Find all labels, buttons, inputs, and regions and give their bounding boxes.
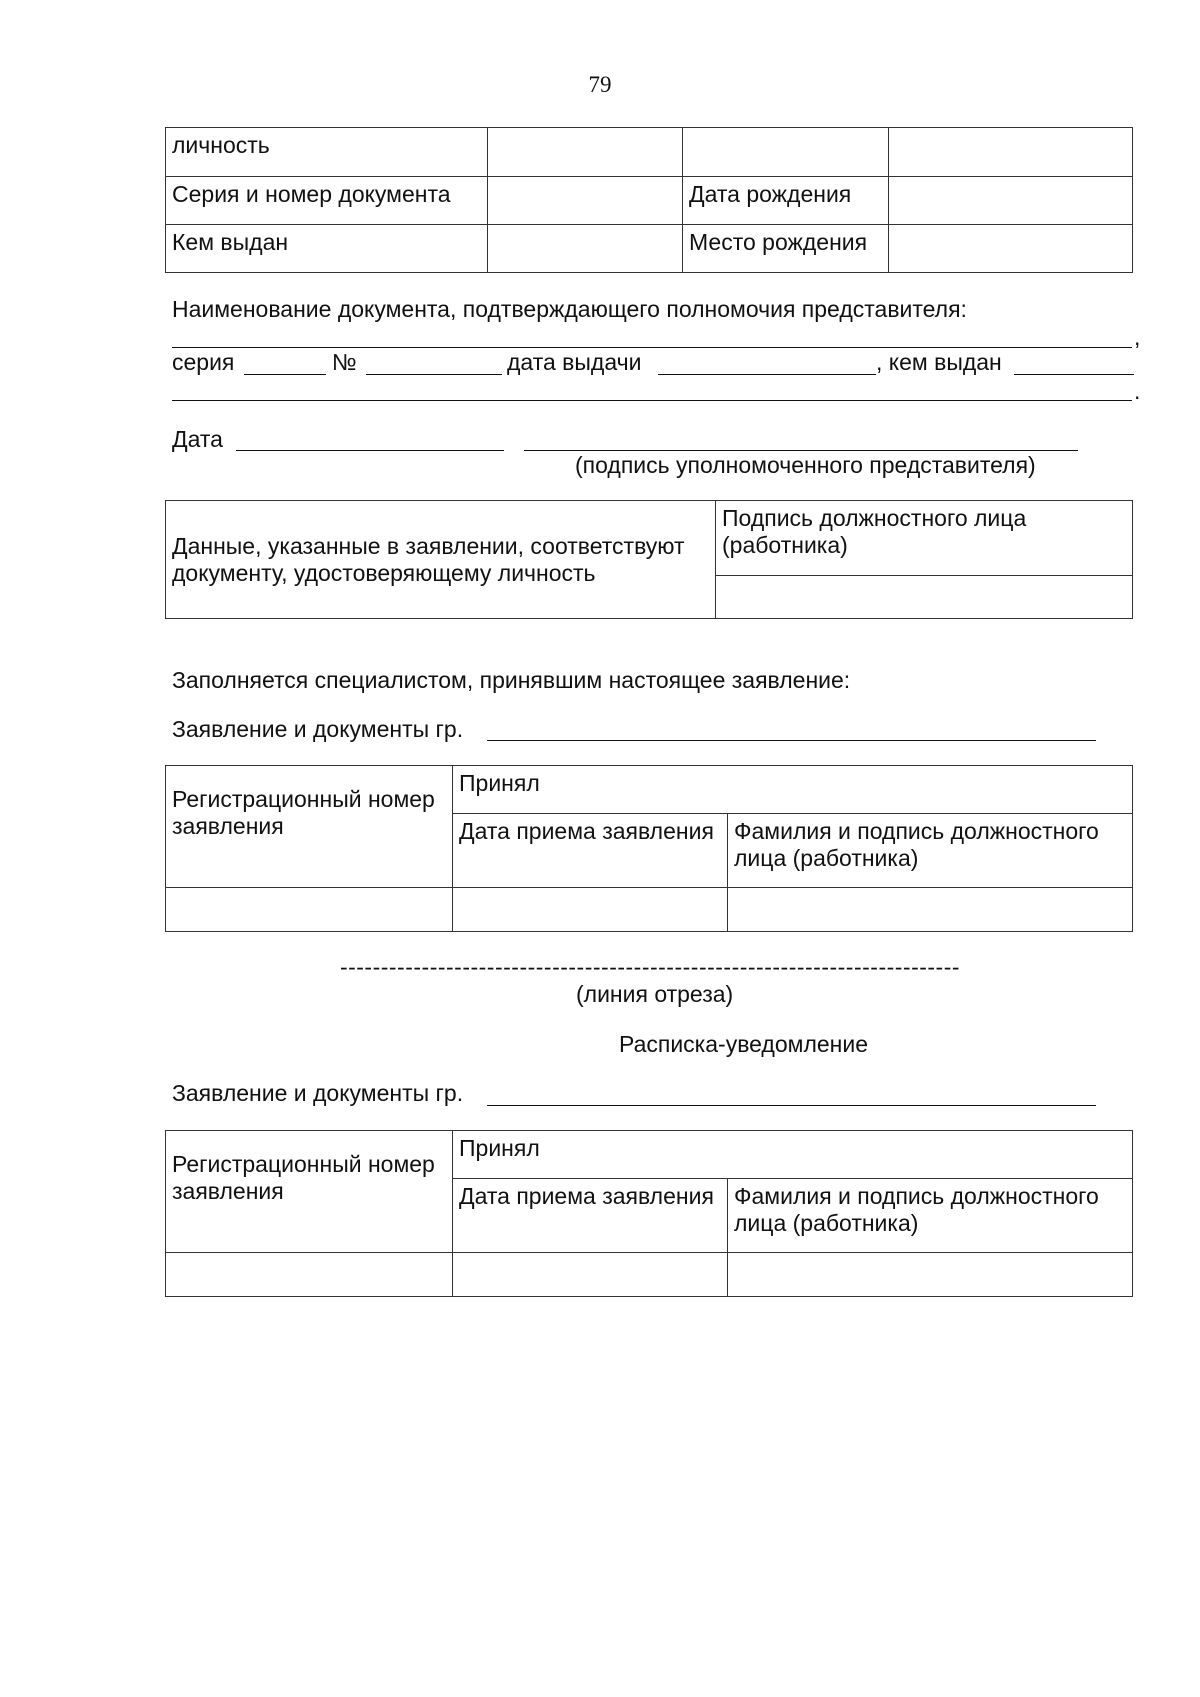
official-name-header: Фамилия и подпись должностного лица (работника) — [728, 814, 1133, 888]
issued-by-text-label: , кем выдан — [876, 349, 1002, 375]
receipt-registration-table — [165, 1130, 1133, 1297]
cut-line-caption: (линия отреза) — [576, 981, 734, 1007]
verification-statement: Данные, указанные в заявлении, соответствуют документу, удостоверяющему личность — [166, 501, 716, 619]
identity-value2-cell[interactable] — [889, 128, 1133, 177]
birth-place-label: Место рождения — [683, 225, 889, 273]
applicant-name-line[interactable] — [487, 740, 1096, 741]
comma-mark: , — [1134, 324, 1141, 350]
issue-date-line[interactable] — [658, 374, 876, 375]
accepted-header: Принял — [453, 766, 1133, 814]
receipt-title: Расписка-уведомление — [619, 1031, 869, 1057]
receipt-accepted-header: Принял — [453, 1131, 1133, 1179]
signature-line[interactable] — [524, 450, 1078, 451]
authority-doc-label: Наименование документа, подтверждающего полномочия представителя: — [172, 296, 967, 322]
continuation-line[interactable] — [172, 400, 1132, 401]
identity-table — [165, 127, 1133, 273]
official-name-field[interactable] — [728, 888, 1133, 932]
doc-series-number-label: Серия и номер документа — [166, 177, 488, 225]
receipt-reg-number-field[interactable] — [166, 1253, 453, 1297]
issued-by-label: Кем выдан — [166, 225, 488, 273]
official-signature-label: Подпись должностного лица (работника) — [716, 501, 1133, 576]
date-line[interactable] — [236, 450, 504, 451]
registration-table — [165, 765, 1133, 932]
docs-label: Заявление и документы гр. — [172, 716, 464, 742]
page-number: 79 — [588, 72, 612, 97]
receipt-docs-label: Заявление и документы гр. — [172, 1080, 464, 1106]
series-label: серия — [172, 349, 235, 375]
birth-date-field[interactable] — [889, 177, 1133, 225]
receipt-applicant-name-line[interactable] — [487, 1105, 1096, 1106]
signature-caption: (подпись уполномоченного представителя) — [575, 452, 1036, 478]
receipt-official-name-field[interactable] — [728, 1253, 1133, 1297]
verification-table — [165, 500, 1133, 619]
identity-value-cell[interactable] — [488, 128, 683, 177]
date-label: Дата — [172, 426, 223, 452]
issued-by-line[interactable] — [1014, 374, 1134, 375]
identity-label-cell: личность — [166, 128, 488, 177]
date-received-field[interactable] — [453, 888, 728, 932]
number-label: № — [332, 349, 357, 375]
receipt-date-received-field[interactable] — [453, 1253, 728, 1297]
official-signature-field[interactable] — [716, 576, 1133, 619]
birth-place-field[interactable] — [889, 225, 1133, 273]
issue-date-label: дата выдачи — [507, 349, 642, 375]
reg-number-field[interactable] — [166, 888, 453, 932]
authority-doc-name-line[interactable] — [172, 347, 1132, 348]
number-line[interactable] — [366, 374, 502, 375]
period-mark: . — [1134, 378, 1141, 404]
receipt-reg-number-header: Регистрационный номер заявления — [166, 1131, 453, 1253]
reg-number-header: Регистрационный номер заявления — [166, 766, 453, 888]
issued-by-field[interactable] — [488, 225, 683, 273]
doc-series-number-field[interactable] — [488, 177, 683, 225]
cut-line-dashes: ---------------------------------------------------------------------------- — [339, 954, 961, 980]
identity-label2-cell — [683, 128, 889, 177]
receipt-official-name-header: Фамилия и подпись должностного лица (работника) — [728, 1179, 1133, 1253]
specialist-heading: Заполняется специалистом, принявшим настоящее заявление: — [172, 667, 851, 693]
date-received-header: Дата приема заявления — [453, 814, 728, 888]
birth-date-label: Дата рождения — [683, 177, 889, 225]
series-line[interactable] — [244, 374, 326, 375]
receipt-date-received-header: Дата приема заявления — [453, 1179, 728, 1253]
